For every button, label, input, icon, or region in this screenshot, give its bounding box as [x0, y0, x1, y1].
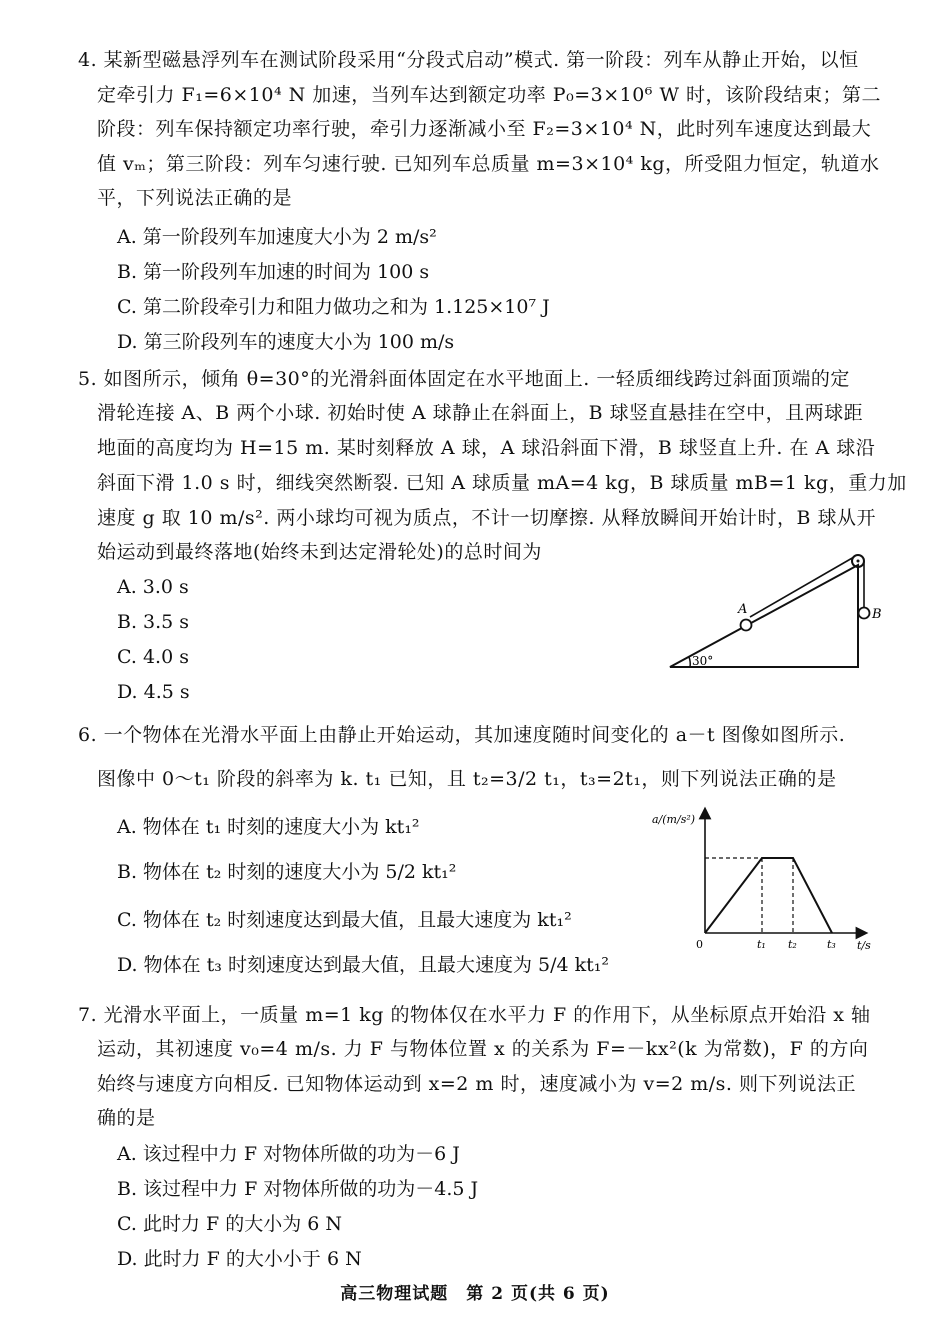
- q6-option-b: B. 物体在 t₂ 时刻的速度大小为 5/2 kt₁²: [117, 861, 457, 883]
- a-t-graph: [640, 805, 885, 955]
- q5-option-d: D. 4.5 s: [117, 681, 190, 703]
- q4-line-5: 平，下列说法正确的是: [97, 187, 293, 209]
- ball-a: [741, 620, 752, 631]
- q4-option-c: C. 第二阶段牵引力和阻力做功之和为 1.125×10⁷ J: [117, 296, 550, 318]
- y-axis-label: a/(m/s²): [652, 813, 696, 826]
- q5-line-5: 速度 g 取 10 m/s². 两小球均可视为质点，不计一切摩擦. 从释放瞬间开始计时，B 球从开: [97, 507, 876, 529]
- q7-option-b: B. 该过程中力 F 对物体所做的功为－4.5 J: [117, 1178, 479, 1200]
- ball-a-label: A: [738, 602, 748, 617]
- ball-b: [859, 608, 870, 619]
- q6-line-2: 图像中 0～t₁ 阶段的斜率为 k. t₁ 已知，且 t₂=3/2 t₁，t₃=2t₁，则下列说法正确的是: [97, 768, 837, 790]
- q5-line-2: 滑轮连接 A、B 两个小球. 初始时使 A 球静止在斜面上，B 球竖直悬挂在空中，且两球距: [97, 402, 864, 424]
- q7-line-2: 运动，其初速度 v₀=4 m/s. 力 F 与物体位置 x 的关系为 F=－kx²(k 为常数)，F 的方向: [97, 1038, 869, 1060]
- tick-t1: t₁: [757, 938, 766, 951]
- q7-option-a: A. 该过程中力 F 对物体所做的功为－6 J: [117, 1143, 460, 1165]
- q4-option-a: A. 第一阶段列车加速度大小为 2 m/s²: [117, 226, 437, 248]
- q7-option-d: D. 此时力 F 的大小小于 6 N: [117, 1248, 362, 1270]
- origin-label: 0: [696, 938, 703, 951]
- ball-b-label: B: [872, 607, 882, 622]
- q5-line-1: 5. 如图所示，倾角 θ=30°的光滑斜面体固定在水平地面上. 一轻质细线跨过斜面顶端的定: [78, 368, 850, 390]
- q5-option-a: A. 3.0 s: [117, 576, 189, 598]
- q7-option-c: C. 此时力 F 的大小为 6 N: [117, 1213, 342, 1235]
- q4-line-1: 4. 某新型磁悬浮列车在测试阶段采用“分段式启动”模式. 第一阶段：列车从静止开始，以恒: [78, 49, 859, 71]
- q5-line-6: 始运动到最终落地(始终未到达定滑轮处)的总时间为: [97, 541, 542, 563]
- q4-line-4: 值 vₘ；第三阶段：列车匀速行驶. 已知列车总质量 m=3×10⁴ kg，所受阻力恒定，轨道水: [97, 153, 880, 175]
- q7-line-4: 确的是: [97, 1107, 156, 1129]
- string-a: [750, 557, 854, 617]
- q5-line-3: 地面的高度均为 H=15 m. 某时刻释放 A 球，A 球沿斜面下滑，B 球竖直上升. 在 A 球沿: [97, 437, 876, 459]
- q7-line-3: 始终与速度方向相反. 已知物体运动到 x=2 m 时，速度减小为 v=2 m/s. 则下列说法正: [97, 1073, 857, 1095]
- q5-option-b: B. 3.5 s: [117, 611, 190, 633]
- a-t-curve: [705, 858, 832, 933]
- q4-line-2: 定牵引力 F₁=6×10⁴ N 加速，当列车达到额定功率 P₀=3×10⁶ W 时，该阶段结束；第二: [97, 84, 882, 106]
- q4-option-b: B. 第一阶段列车加速的时间为 100 s: [117, 261, 430, 283]
- q5-line-4: 斜面下滑 1.0 s 时，细线突然断裂. 已知 A 球质量 mA=4 kg，B 球质量 mB=1 kg，重力加: [97, 472, 907, 494]
- angle-label: 30°: [692, 654, 714, 668]
- incline-triangle: [670, 565, 858, 667]
- q7-line-1: 7. 光滑水平面上，一质量 m=1 kg 的物体仅在水平力 F 的作用下，从坐标原点开始沿 x 轴: [78, 1004, 871, 1026]
- x-axis-label: t/s: [857, 939, 871, 952]
- q4-line-3: 阶段：列车保持额定功率行驶，牵引力逐渐减小至 F₂=3×10⁴ N，此时列车速度达到最大: [97, 118, 872, 140]
- page-footer: 高三物理试题 第 2 页(共 6 页): [340, 1284, 610, 1304]
- tick-t3: t₃: [827, 938, 836, 951]
- q6-line-1: 6. 一个物体在光滑水平面上由静止开始运动，其加速度随时间变化的 a－t 图像如图所示.: [78, 724, 846, 746]
- q6-option-c: C. 物体在 t₂ 时刻速度达到最大值，且最大速度为 kt₁²: [117, 909, 572, 931]
- q5-option-c: C. 4.0 s: [117, 646, 189, 668]
- q4-option-d: D. 第三阶段列车的速度大小为 100 m/s: [117, 331, 455, 353]
- q6-option-a: A. 物体在 t₁ 时刻的速度大小为 kt₁²: [117, 816, 420, 838]
- incline-figure: [660, 545, 890, 675]
- tick-t2: t₂: [788, 938, 797, 951]
- q6-option-d: D. 物体在 t₃ 时刻速度达到最大值，且最大速度为 5/4 kt₁²: [117, 954, 610, 976]
